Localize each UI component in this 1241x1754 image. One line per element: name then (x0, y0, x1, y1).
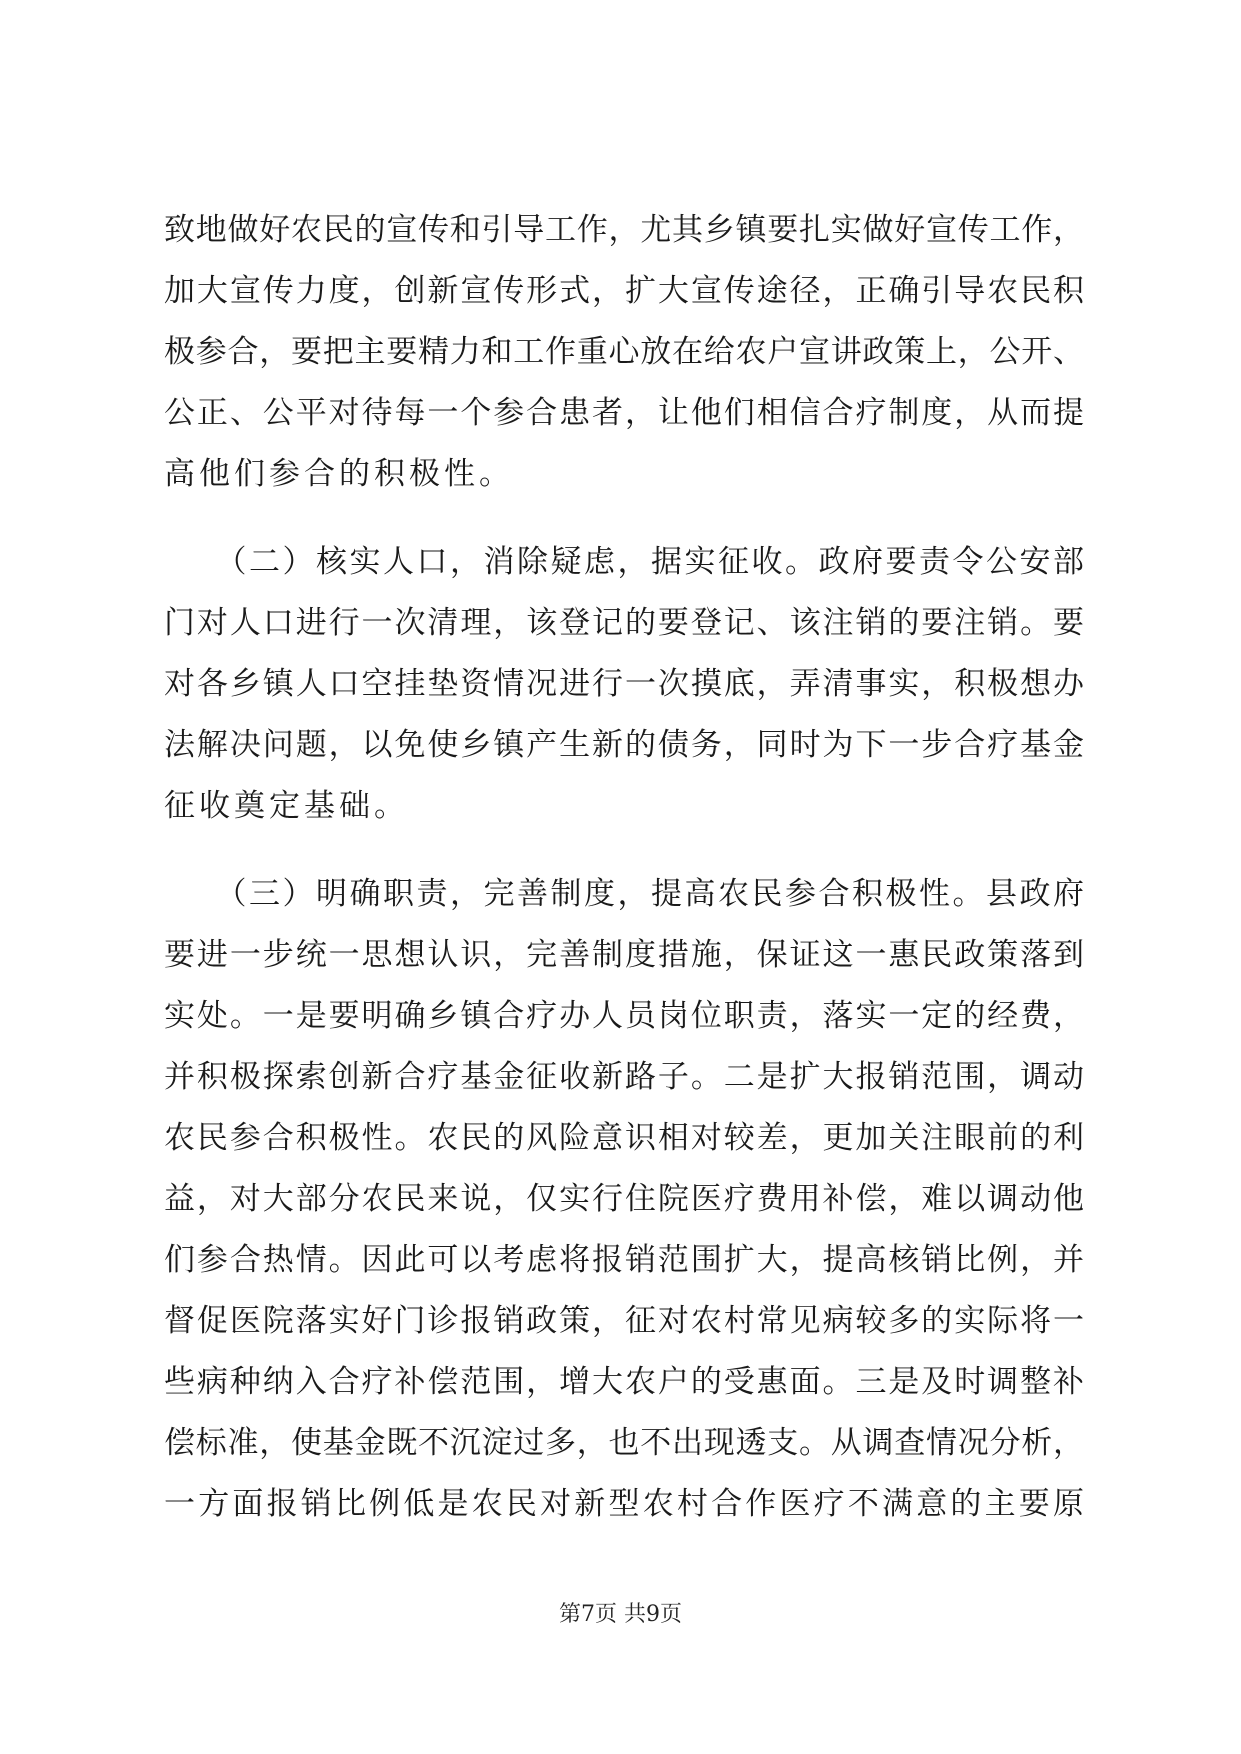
text-line: 一方面报销比例低是农民对新型农村合作医疗不满意的主要原 (164, 1486, 1084, 1522)
text-line: 督促医院落实好门诊报销政策，征对农村常见病较多的实际将一 (164, 1303, 1084, 1339)
text-line: 公正、公平对待每一个参合患者，让他们相信合疗制度，从而提 (164, 395, 1084, 431)
text-line: 征收奠定基础。 (164, 788, 409, 824)
text-line: 实处。一是要明确乡镇合疗办人员岗位职责，落实一定的经费， (164, 998, 1084, 1034)
text-line: 门对人口进行一次清理，该登记的要登记、该注销的要注销。要 (164, 605, 1084, 641)
text-line: 农民参合积极性。农民的风险意识相对较差，更加关注眼前的利 (164, 1120, 1084, 1156)
page-footer: 第7页 共9页 (559, 1602, 682, 1627)
text-line: 偿标准，使基金既不沉淀过多，也不出现透支。从调查情况分析， (164, 1425, 1084, 1461)
text-line: 们参合热情。因此可以考虑将报销范围扩大，提高核销比例，并 (164, 1242, 1084, 1278)
text-line: 法解决问题，以免使乡镇产生新的债务，同时为下一步合疗基金 (164, 727, 1084, 763)
text-line: 些病种纳入合疗补偿范围，增大农户的受惠面。三是及时调整补 (164, 1364, 1084, 1400)
text-line: 高他们参合的积极性。 (164, 456, 514, 492)
text-line: 要进一步统一思想认识，完善制度措施，保证这一惠民政策落到 (164, 937, 1084, 973)
text-line: 对各乡镇人口空挂垫资情况进行一次摸底，弄清事实，积极想办 (164, 666, 1084, 702)
text-line: 极参合，要把主要精力和工作重心放在给农户宣讲政策上，公开、 (164, 334, 1084, 370)
text-line: 益，对大部分农民来说，仅实行住院医疗费用补偿，难以调动他 (164, 1181, 1084, 1217)
text-line: 并积极探索创新合疗基金征收新路子。二是扩大报销范围，调动 (164, 1059, 1084, 1095)
text-line: （二）核实人口，消除疑虑，据实征收。政府要责令公安部 (164, 544, 1084, 580)
text-line: 致地做好农民的宣传和引导工作，尤其乡镇要扎实做好宣传工作， (164, 212, 1084, 248)
text-line: （三）明确职责，完善制度，提高农民参合积极性。县政府 (164, 876, 1084, 912)
text-line: 加大宣传力度，创新宣传形式，扩大宣传途径，正确引导农民积 (164, 273, 1084, 309)
